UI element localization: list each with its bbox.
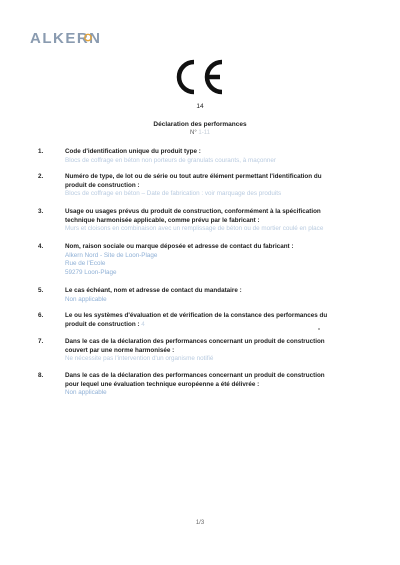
- section-item-1: [38, 148, 328, 165]
- item-number: 1.: [38, 148, 44, 155]
- item-number: 8.: [38, 372, 44, 379]
- item-question: [65, 312, 328, 329]
- declaration-number-value: 1-11: [198, 130, 210, 136]
- item-question: Dans le cas de la déclaration des performances concernant un produit de construction couvert par une norme harmonisée :: [65, 338, 325, 354]
- item-question: Nom, raison sociale ou marque déposée et adresse de contact du fabricant :: [65, 243, 294, 250]
- item-number: 6.: [38, 312, 44, 319]
- item-number: 7.: [38, 338, 44, 345]
- page-number: 1/3: [195, 520, 205, 526]
- item-number: 2.: [38, 173, 44, 180]
- notified-body-number: 14: [196, 103, 204, 110]
- item-answer: Rue de l'Ecole: [65, 260, 106, 268]
- item-question: Numéro de type, de lot ou de série ou tout autre élément permettant l'identification du produit de construction :: [65, 173, 322, 189]
- item-answer: Murs et cloisons en combinaison avec un remplissage de béton ou de mortier coulé en place: [65, 225, 324, 233]
- item-question: Le cas échéant, nom et adresse de contact du mandataire :: [65, 287, 242, 294]
- alkern-logo: [30, 30, 124, 46]
- item-answer: 59279 Loon-Plage: [65, 268, 117, 276]
- svg-text:ALKERN: ALKERN: [30, 30, 102, 46]
- item-answer: Alkern Nord - Site de Loon-Plage: [65, 251, 158, 259]
- section-item-5: [38, 287, 328, 304]
- item-answer: Non applicable: [65, 389, 107, 397]
- item-number: 4.: [38, 243, 44, 250]
- scan-speck: [318, 328, 320, 330]
- section-item-3: [38, 208, 328, 234]
- item-question: Code d'identification unique du produit type :: [65, 148, 201, 155]
- item-answer: Blocs de coffrage en béton – Date de fabrication : voir marquage des produits: [65, 190, 282, 198]
- item-question: Usage ou usages prévus du produit de construction, conformément à la spécification technique harmonisée applicable, comme prévu par le fabricant :: [65, 208, 321, 224]
- item-answer: Ne nécessite pas l'intervention d'un organisme notifié: [65, 355, 214, 363]
- declaration-number-label: N°: [190, 130, 197, 136]
- section-item-7: [38, 338, 328, 364]
- item-answer: Non applicable: [65, 295, 107, 303]
- section-item-4: [38, 243, 328, 277]
- item-answer: Blocs de coffrage en béton non porteurs de granulats courants, à maçonner: [65, 156, 276, 164]
- item-answer: 4: [141, 320, 145, 328]
- item-question-text: Le ou les systèmes d'évaluation et de vérification de la constance des performances du produit de construction :: [65, 312, 328, 328]
- item-number: 5.: [38, 287, 44, 294]
- section-item-2: [38, 173, 328, 199]
- item-question: Dans le cas de la déclaration des performances concernant un produit de construction pour lequel une évaluation technique européenne a été délivrée :: [65, 372, 325, 388]
- section-item-6: [38, 312, 328, 329]
- declaration-number: [0, 130, 400, 136]
- section-item-8: [38, 372, 328, 398]
- ce-mark-icon: [170, 58, 226, 96]
- document-title: Déclaration des performances: [153, 121, 247, 128]
- item-number: 3.: [38, 208, 44, 215]
